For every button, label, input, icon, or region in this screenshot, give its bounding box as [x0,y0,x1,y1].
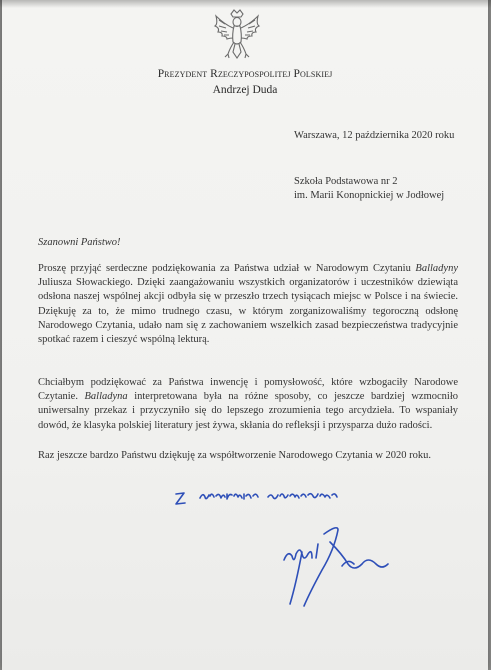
photo-shadow [0,0,491,8]
letter-date: Warszawa, 12 października 2020 roku [294,130,455,141]
paragraph-1-text-c: Juliusza Słowackiego. Dzięki zaangażowaniu wszystkich organizatorów i uczestników dziewiąta odsłona naszej wspólnej akcji odbyła się w przeszło trzech tysiącach miejsc w Polsce i na świecie. Dziękuję za to, że mimo trudnego czasu, w którym zorganizowaliśmy tegoroczną odsłonę Narodowego Czytania, udało nam się z zachowaniem wszelkich zasad bezpieczeństwa tradycyjnie spotkać razem i cieszyć wspólną lekturą. [38,277,458,346]
paragraph-1 [38,262,458,347]
header-title: Prezydent Rzeczypospolitej Polskiej [157,68,333,80]
polish-eagle-emblem-icon [210,8,264,62]
handwritten-closing-and-signature [172,480,472,620]
recipient-line-2: im. Marii Konopnickiej w Jodłowej [294,190,445,201]
paragraph-1-title: Balladyny [415,263,458,274]
paragraph-2-text-c: interpretowana była na różne sposoby, co jeszcze bardziej wzmocniło uniwersalny przekaz i przyczyniło się do lepszego zrozumienia tego arcydzieła. To wspaniały dowód, że klasyka polskiej literatury jest żywa, skłania do refleksji i przysparza dużo radości. [38,391,458,431]
paragraph-2-title: Balladyna [84,391,128,403]
paragraph-3-text: Raz jeszcze bardzo Państwu dziękuję za współtworzenie Narodowego Czytania w 2020 roku. [38,450,432,461]
paragraph-2 [38,376,458,433]
salutation: Szanowni Państwo! [38,237,121,248]
paragraph-3 [38,449,458,463]
recipient-line-1: Szkoła Podstawowa nr 2 [294,176,398,187]
header-name: Andrzej Duda [212,84,278,96]
paragraph-2-text-a: Chciałbym podziękować za Państwa inwencję i pomysłowość, które wzbogaciły Narodowe Czytanie. [38,377,458,403]
letter-sheet [2,0,488,670]
paragraph-1-text-a: Proszę przyjąć serdeczne podziękowania za Państwa udział w Narodowym Czytaniu [38,263,416,274]
